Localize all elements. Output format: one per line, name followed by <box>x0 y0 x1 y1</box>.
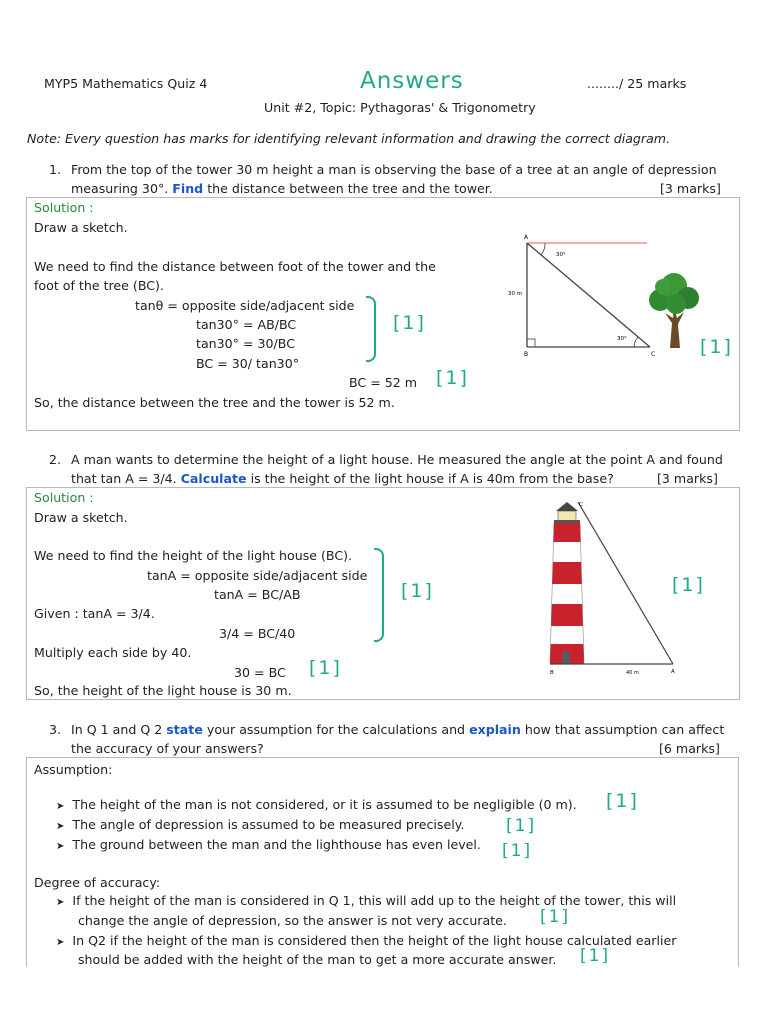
q2-label-a: A <box>671 669 675 675</box>
q2-command-word: Calculate <box>180 471 247 486</box>
arrow-bullet-icon: ➤ <box>56 801 65 812</box>
q1-step-sketch: Draw a sketch. <box>34 220 128 235</box>
q3-accuracy-2-line2: should be added with the height of the man to get a more accurate answer. <box>78 952 557 967</box>
arrow-bullet-icon: ➤ <box>56 821 65 832</box>
q3-assumption-3 <box>56 837 481 855</box>
q3-answer-box-right <box>738 757 739 967</box>
q1-label-c: C <box>651 351 656 358</box>
q2-label-base: 40 m <box>626 670 639 676</box>
q3-mark-a3: [1] <box>502 841 533 861</box>
q2-label-c: C <box>579 502 583 508</box>
q1-label-height: 30 m <box>508 291 523 297</box>
q1-text-line2 <box>71 181 493 197</box>
q1-step-answer: BC = 52 m <box>349 375 418 390</box>
q3-accuracy-label: Degree of accuracy: <box>34 875 161 890</box>
arrow-bullet-icon: ➤ <box>56 937 65 948</box>
q3-number: 3. <box>49 722 62 737</box>
answers-handwritten-title: Answers <box>360 68 464 94</box>
q2-mark-b: [1] <box>309 657 342 679</box>
q1-mark-c: [1] <box>700 336 733 358</box>
q1-line2-post: the distance between the tree and the tower. <box>207 181 493 196</box>
q1-step-formula: tanθ = opposite side/adjacent side <box>135 298 355 313</box>
q3-accuracy-1-line1: If the height of the man is considered in Q 1, this will add up to the height of the tower, this will <box>72 893 677 908</box>
q2-step-sketch: Draw a sketch. <box>34 510 128 525</box>
q1-angle-arc-top <box>541 243 545 255</box>
unit-topic: Unit #2, Topic: Pythagoras' & Trigonometry <box>264 100 536 115</box>
q1-command-word: Find <box>172 181 204 196</box>
q3-text-line2: the accuracy of your answers? <box>71 741 264 756</box>
q2-text-line1: A man wants to determine the height of a light house. He measured the angle at the point A and found <box>71 452 723 467</box>
q1-bracket <box>366 296 376 362</box>
q1-label-angle-top: 30° <box>556 252 566 258</box>
q2-conclusion: So, the height of the light house is 30 m. <box>34 683 292 698</box>
q3-line1-post: how that assumption can affect <box>524 722 725 737</box>
q1-conclusion: So, the distance between the tree and the tower is 52 m. <box>34 395 395 410</box>
q3-assumption-1-text: The height of the man is not considered, or it is assumed to be negligible (0 m). <box>72 797 577 812</box>
q1-right-angle <box>527 339 535 347</box>
q3-mark-a2: [1] <box>506 816 537 836</box>
q1-hypotenuse <box>527 243 650 347</box>
q1-diagram <box>500 228 700 358</box>
lighthouse-icon <box>550 502 584 664</box>
q1-step-eq3: BC = 30/ tan30° <box>196 356 300 371</box>
q1-line2-pre: measuring 30°. <box>71 181 169 196</box>
note: Note: Every question has marks for identifying relevant information and drawing the correct diagram. <box>27 131 671 146</box>
q1-mark-a: [1] <box>393 312 426 334</box>
q2-mark-c: [1] <box>672 574 705 596</box>
marks-total: ......../ 25 marks <box>587 76 687 91</box>
q2-line2-post: is the height of the light house if A is 40m from the base? <box>250 471 614 486</box>
q1-mark-b: [1] <box>436 367 469 389</box>
q3-text-line1 <box>71 722 724 738</box>
q2-line2-pre: that tan A = 3/4. <box>71 471 177 486</box>
q3-marks: [6 marks] <box>659 741 720 756</box>
arrow-bullet-icon: ➤ <box>56 897 65 908</box>
q3-command-explain: explain <box>469 722 521 737</box>
q1-step-find-2: foot of the tree (BC). <box>34 278 164 293</box>
q1-marks: [3 marks] <box>660 181 721 196</box>
q1-step-find-1: We need to find the distance between foot of the tower and the <box>34 259 436 274</box>
q1-step-eq1: tan30° = AB/BC <box>196 317 297 332</box>
q3-line1-mid: your assumption for the calculations and <box>206 722 466 737</box>
q2-step-eq2: 3/4 = BC/40 <box>219 626 296 641</box>
q3-assumption-3-text: The ground between the man and the lighthouse has even level. <box>72 837 481 852</box>
q2-marks: [3 marks] <box>657 471 718 486</box>
q2-number: 2. <box>49 452 62 467</box>
q2-diagram <box>540 494 690 684</box>
q2-step-find: We need to find the height of the light house (BC). <box>34 548 353 563</box>
q3-mark-d1: [1] <box>540 907 571 927</box>
q2-bracket <box>374 548 384 642</box>
q3-accuracy-2-line1: In Q2 if the height of the man is considered then the height of the light house calculated earlier <box>72 933 677 948</box>
q3-assumption-2 <box>56 817 464 835</box>
q3-assumption-2-text: The angle of depression is assumed to be measured precisely. <box>72 817 465 832</box>
q2-hypotenuse <box>578 502 673 664</box>
q2-solution-label: Solution : <box>34 490 94 505</box>
q1-label-b: B <box>524 351 529 358</box>
q1-solution-label: Solution : <box>34 200 94 215</box>
q1-angle-arc-bottom <box>634 337 638 347</box>
q3-command-state: state <box>166 722 203 737</box>
quiz-title: MYP5 Mathematics Quiz 4 <box>44 76 208 91</box>
q1-step-eq2: tan30° = 30/BC <box>196 336 295 351</box>
q1-label-a: A <box>524 234 529 241</box>
q3-accuracy-1 <box>56 893 676 911</box>
q1-text-line1: From the top of the tower 30 m height a man is observing the base of a tree at an angle of depression <box>71 162 717 177</box>
q2-mark-a: [1] <box>401 580 434 602</box>
q3-mark-d2: [1] <box>580 946 611 966</box>
q2-text-line2 <box>71 471 614 487</box>
q2-step-multiply: Multiply each side by 40. <box>34 645 192 660</box>
q2-label-b: B <box>550 670 554 676</box>
q1-number: 1. <box>49 162 62 177</box>
q2-step-eq1: tanA = BC/AB <box>214 587 301 602</box>
q3-accuracy-1-line2: change the angle of depression, so the answer is not very accurate. <box>78 913 507 928</box>
q3-answer-box-top <box>26 757 739 758</box>
tree-icon <box>649 273 699 348</box>
q2-step-formula: tanA = opposite side/adjacent side <box>147 568 368 583</box>
q3-assumption-label: Assumption: <box>34 762 113 777</box>
q3-mark-a1: [1] <box>606 790 639 812</box>
q1-label-angle-bottom: 30° <box>617 336 627 342</box>
q2-step-answer: 30 = BC <box>234 665 286 680</box>
q3-line1-pre: In Q 1 and Q 2 <box>71 722 163 737</box>
q3-answer-box-left <box>26 757 27 967</box>
q2-step-given: Given : tanA = 3/4. <box>34 606 155 621</box>
arrow-bullet-icon: ➤ <box>56 841 65 852</box>
q3-assumption-1 <box>56 797 577 815</box>
